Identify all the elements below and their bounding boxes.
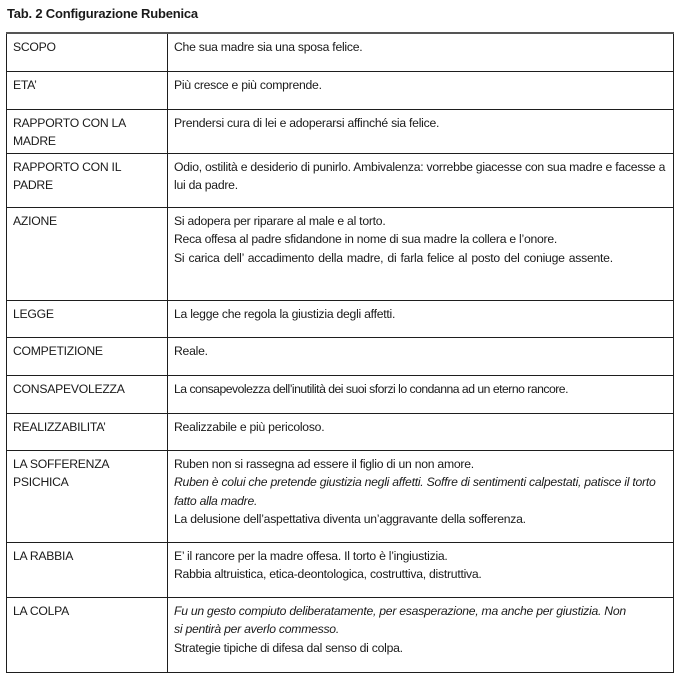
- value-line: La consapevolezza dell’inutilità dei suoi sforzi lo condanna ad un eterno rancore.: [174, 381, 568, 396]
- row-key: COMPETIZIONE: [7, 337, 168, 375]
- value-line: Rabbia altruistica, etica-deontologica, costruttiva, distruttiva.: [174, 567, 482, 581]
- value-line: Realizzabile e più pericoloso.: [174, 419, 325, 434]
- table-row: [7, 300, 674, 337]
- row-key: LA COLPA: [7, 597, 168, 672]
- value-line: Ruben non si rassegna ad essere il figlio di un non amore.: [174, 456, 474, 471]
- configuration-table: [6, 32, 674, 673]
- table-row: [7, 413, 674, 450]
- row-key: RAPPORTO CON LA MADRE: [7, 109, 168, 153]
- value-line: Fu un gesto compiuto deliberatamente, per esasperazione, ma anche per giustizia. Non si pentirà per averlo commesso.: [174, 603, 626, 636]
- value-line: E’ il rancore per la madre offesa. Il torto è l’ingiustizia.: [174, 548, 448, 563]
- row-value: [168, 597, 674, 672]
- value-line: Più cresce e più comprende.: [174, 77, 322, 92]
- row-value: [168, 207, 674, 300]
- value-line: Strategie tipiche di difesa dal senso di colpa.: [174, 640, 403, 655]
- value-line: Ruben è colui che pretende giustizia negli affetti. Soffre di sentimenti calpestati, patisce il torto fatto alla madre.: [174, 475, 656, 508]
- table-row: [7, 109, 674, 153]
- table-row: [7, 207, 674, 300]
- value-line: La delusione dell’aspettativa diventa un’aggravante della sofferenza.: [174, 512, 526, 526]
- row-key: SCOPO: [7, 33, 168, 71]
- row-key: ETA’: [7, 71, 168, 109]
- table-row: [7, 153, 674, 207]
- table-row: [7, 597, 674, 672]
- row-key: LA RABBIA: [7, 542, 168, 597]
- table-row: [7, 33, 674, 71]
- row-value: [168, 375, 674, 413]
- table-row: [7, 375, 674, 413]
- value-line: Prendersi cura di lei e adoperarsi affinché sia felice.: [174, 115, 440, 130]
- row-value: [168, 109, 674, 153]
- value-line: Reale.: [174, 343, 208, 358]
- value-line: Odio, ostilità e desiderio di punirlo. Ambivalenza: vorrebbe giacesse con sua madre e facesse a lui da padre.: [174, 159, 666, 192]
- row-key: REALIZZABILITA’: [7, 413, 168, 450]
- value-line: Si adopera per riparare al male e al torto.: [174, 213, 386, 228]
- row-key: AZIONE: [7, 207, 168, 300]
- table-row: [7, 542, 674, 597]
- row-key: LEGGE: [7, 300, 168, 337]
- row-value: [168, 300, 674, 337]
- row-value: [168, 337, 674, 375]
- value-line: Si carica dell’ accadimento della madre, di farla felice al posto del coniuge assente.: [174, 250, 613, 265]
- row-key: RAPPORTO CON IL PADRE: [7, 153, 168, 207]
- row-value: [168, 413, 674, 450]
- table-row: [7, 450, 674, 542]
- row-value: [168, 33, 674, 71]
- table-caption: Tab. 2 Configurazione Rubenica: [7, 6, 198, 21]
- row-value: [168, 542, 674, 597]
- row-value: [168, 450, 674, 542]
- table-row: [7, 337, 674, 375]
- row-value: [168, 153, 674, 207]
- table-row: [7, 71, 674, 109]
- value-line: La legge che regola la giustizia degli affetti.: [174, 306, 396, 321]
- row-value: [168, 71, 674, 109]
- value-line: Che sua madre sia una sposa felice.: [174, 40, 363, 54]
- row-key: CONSAPEVOLEZZA: [7, 375, 168, 413]
- row-key: LA SOFFERENZA PSICHICA: [7, 450, 168, 542]
- value-line: Reca offesa al padre sfidandone in nome di sua madre la collera e l’onore.: [174, 232, 558, 246]
